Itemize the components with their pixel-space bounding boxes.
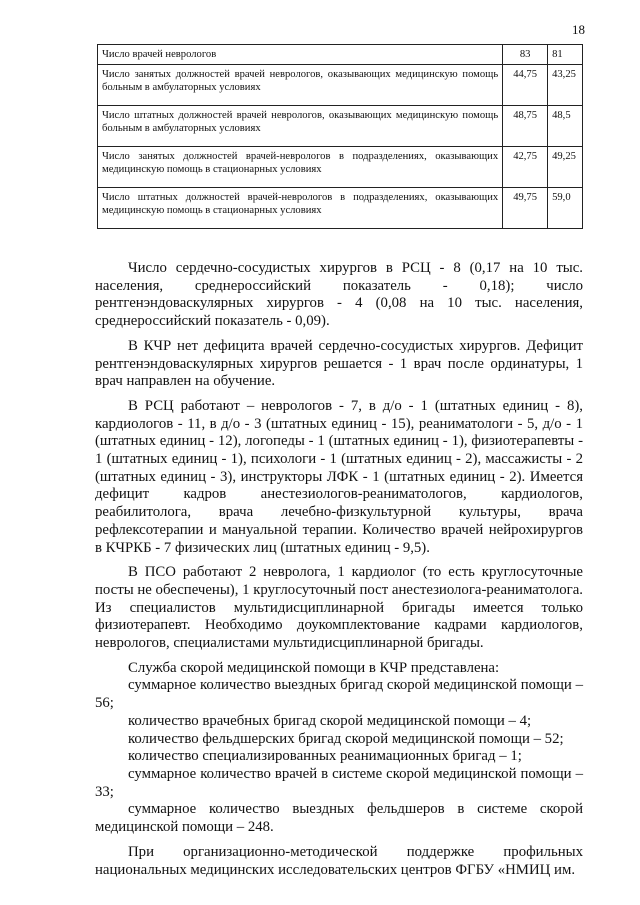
table-cell-label: Число штатных должностей врачей-неврологов в подразделениях, оказывающих медицинскую помощь в стационарных условиях [98, 188, 503, 229]
list-item: суммарное количество выездных бригад скорой медицинской помощи – 56; [95, 677, 583, 712]
table-cell-value-1: 49,75 [503, 188, 548, 229]
paragraph-deficit: В КЧР нет дефицита врачей сердечно-сосудистых хирургов. Дефицит рентгенэндоваскулярных хирургов решается - 1 врач после ординатуры, 1 врач направлен на обучение. [95, 337, 583, 390]
list-item: суммарное количество врачей в системе скорой медицинской помощи – 33; [95, 765, 583, 800]
table-row [98, 188, 583, 229]
paragraph-support: При организационно-методической поддержке профильных национальных медицинских исследовательских центров ФГБУ «НМИЦ им. [95, 843, 583, 878]
list-item: суммарное количество выездных фельдшеров в системе скорой медицинской помощи – 248. [95, 801, 583, 836]
table-cell-value-1: 48,75 [503, 106, 548, 147]
table-row [98, 147, 583, 188]
table-cell-value-2: 81 [548, 45, 583, 65]
list-item: количество врачебных бригад скорой медицинской помощи – 4; [128, 712, 532, 729]
table-cell-label: Число штатных должностей врачей неврологов, оказывающих медицинскую помощь больным в амбулаторных условиях [98, 106, 503, 147]
table-cell-value-2: 43,25 [548, 65, 583, 106]
table-cell-value-2: 59,0 [548, 188, 583, 229]
table-cell-label: Число врачей неврологов [98, 45, 503, 65]
body-text [95, 260, 583, 879]
table-cell-label: Число занятых должностей врачей неврологов, оказывающих медицинскую помощь больным в амбулаторных условиях [98, 65, 503, 106]
list-item: количество специализированных реанимационных бригад – 1; [128, 748, 522, 765]
page-number: 18 [572, 22, 585, 37]
neurologists-table [97, 44, 583, 229]
table-row [98, 45, 583, 65]
paragraph-pso-staff: В ПСО работают 2 невролога, 1 кардиолог (то есть круглосуточные посты не обеспечены), 1 круглосуточный пост анестезиолога-реаниматолога. Из специалистов мультидисциплинарной бригады имеется только физиотерапевт. Необходимо доукомплектование кадрами кардиологов, неврологов, специалистами мультидисциплинарной бригады. [95, 564, 583, 652]
table-row [98, 65, 583, 106]
table-cell-value-1: 44,75 [503, 65, 548, 106]
table-cell-label: Число занятых должностей врачей-неврологов в подразделениях, оказывающих медицинскую помощь в стационарных условиях [98, 147, 503, 188]
table-row [98, 106, 583, 147]
table-cell-value-2: 48,5 [548, 106, 583, 147]
table-cell-value-1: 83 [503, 45, 548, 65]
paragraph-rsc-staff: В РСЦ работают – неврологов - 7, в д/о - 1 (штатных единиц - 8), кардиологов - 11, в д/о - 3 (штатных единиц - 15), реаниматологи - 5, д/о - 1 (штатных единиц - 12), логопеды - 1 (штатных единиц - 1), физиотерапевты - 1 (штатных единиц - 1), психологи - 1 (штатных единиц - 2), массажисты - 2 (штатных единиц - 3), инструкторы ЛФК - 1 (штатных единиц - 2). Имеется дефицит кадров анестезиологов-реаниматологов, кардиологов, реабилитолога, врача лечебно-физкультурной культуры, врача рефлексотерапии и мануальной терапии. Количество врачей нейрохирургов в КЧРКБ - 7 физических лиц (штатных единиц - 9,5). [95, 397, 583, 556]
paragraph-surgeons: Число сердечно-сосудистых хирургов в РСЦ - 8 (0,17 на 10 тыс. населения, среднероссийский показатель - 0,18); число рентгенэндоваскулярных хирургов - 4 (0,08 на 10 тыс. населения, среднероссийский показатель - 0,09). [95, 260, 583, 330]
table-cell-value-2: 49,25 [548, 147, 583, 188]
table-cell-value-1: 42,75 [503, 147, 548, 188]
list-item: количество фельдшерских бригад скорой медицинской помощи – 52; [128, 730, 564, 747]
paragraph-ambulance-intro: Служба скорой медицинской помощи в КЧР представлена: [128, 659, 500, 676]
